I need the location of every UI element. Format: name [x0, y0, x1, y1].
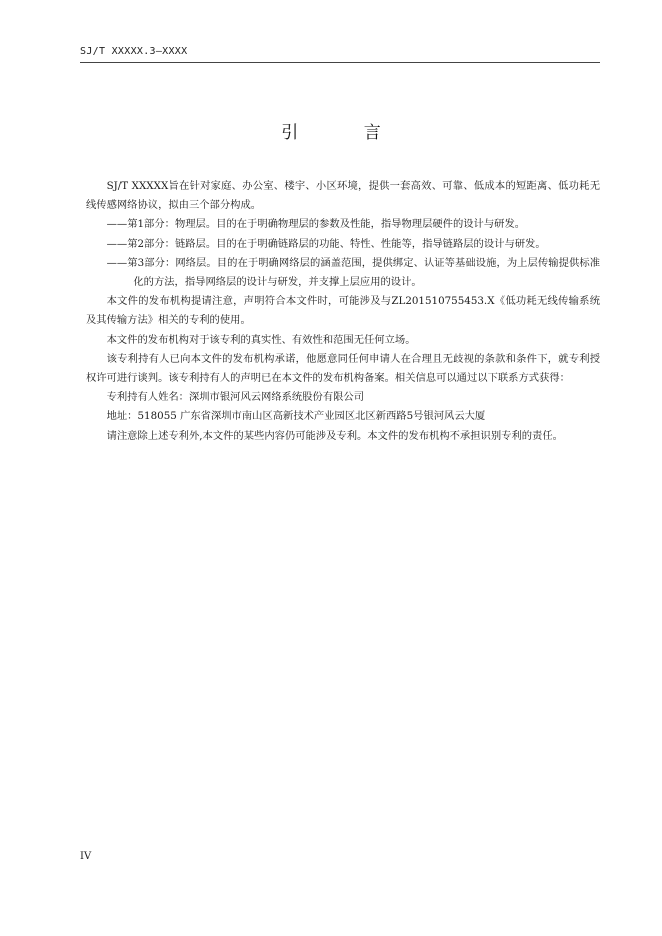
list-item-part-2: ——第2部分：链路层。目的在于明确链路层的功能、特性、性能等，指导链路层的设计与研发。 — [106, 237, 546, 250]
page-number: IV — [80, 851, 92, 862]
body-text — [86, 177, 600, 446]
disclaimer-paragraph: 请注意除上述专利外,本文件的某些内容仍可能涉及专利。本文件的发布机构不承担识别专利的责任。 — [106, 429, 563, 442]
intro-paragraph: SJ/T XXXXX旨在针对家庭、办公室、楼宇、小区环境，提供一套高效、可靠、低成本的短距离、低功耗无线传感网络协议，拟由三个部分构成。 — [86, 180, 600, 212]
list-item-part-1: ——第1部分：物理层。目的在于明确物理层的参数及性能，指导物理层硬件的设计与研发。 — [106, 218, 526, 231]
header-rule — [80, 62, 600, 63]
page-title: 引 言 — [281, 123, 411, 143]
no-position-paragraph: 本文件的发布机构对于该专利的真实性、有效性和范围无任何立场。 — [106, 333, 416, 346]
commitment-paragraph: 该专利持有人已向本文件的发布机构承诺，他愿意同任何申请人在合理且无歧视的条款和条件下，就专利授权许可进行谈判。该专利持有人的声明已在本文件的发布机构备案。相关信息可以通过以下联系方式获得： — [86, 352, 600, 385]
standard-code: SJ/T XXXXX.3—XXXX — [80, 46, 188, 57]
list-item-part-3: ——第3部分：网络层。目的在于明确网络层的涵盖范围，提供绑定、认证等基础设施，为上层传输提供标准化的方法，指导网络层的设计与研发，并支撑上层应用的设计。 — [106, 256, 600, 289]
patent-notice-paragraph: 本文件的发布机构提请注意，声明符合本文件时，可能涉及与ZL201510755453.X《低功耗无线传输系统及其传输方法》相关的专利的使用。 — [86, 295, 600, 327]
patent-holder-line: 专利持有人姓名：深圳市银河风云网络系统股份有限公司 — [106, 391, 365, 404]
address-line: 地址：518055 广东省深圳市南山区高新技术产业园区北区新西路5号银河风云大厦 — [106, 410, 486, 423]
